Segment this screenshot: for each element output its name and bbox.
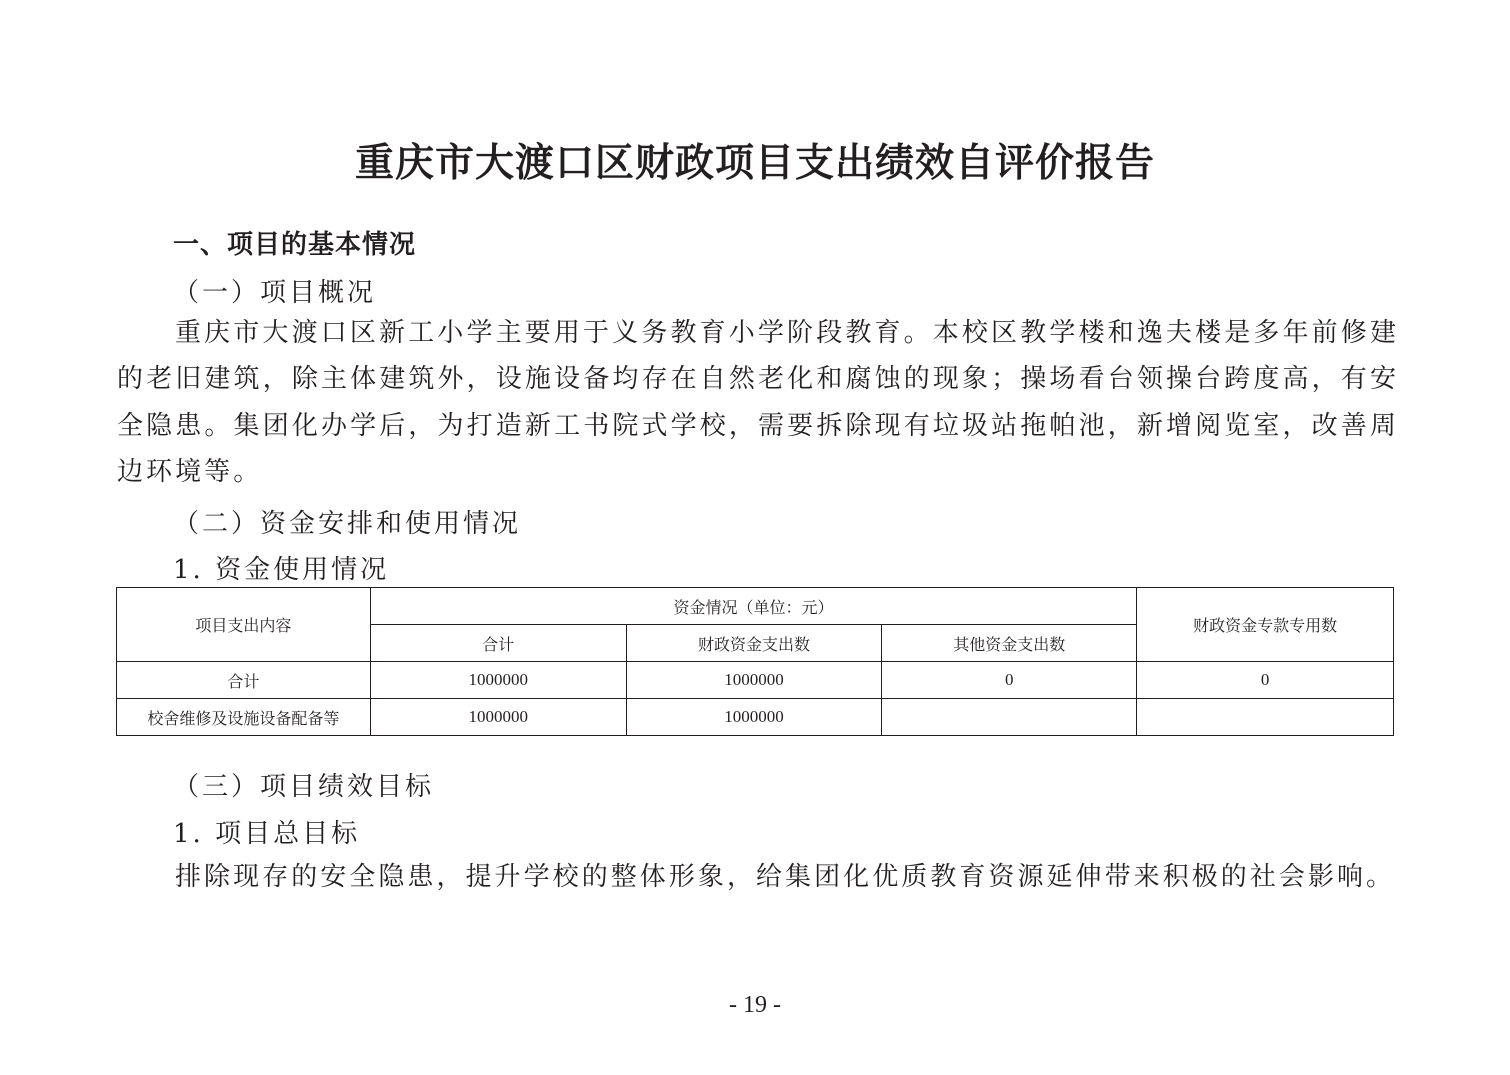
cell-total: 1000000 [370,699,626,736]
table-row [117,662,1394,699]
subheading-fund-usage: 1. 资金使用情况 [173,555,390,585]
cell-total: 1000000 [370,662,626,699]
document-title: 重庆市大渡口区财政项目支出绩效自评价报告 [354,140,1155,186]
goal-paragraph: 排除现存的安全隐患，提升学校的整体形象，给集团化优质教育资源延伸带来积极的社会影响。 [175,862,1396,892]
cell-other: 0 [882,662,1137,699]
cell-fiscal: 1000000 [626,699,882,736]
funds-table [116,587,1394,736]
header-funds: 资金情况（单位：元） [370,588,1136,625]
cell-item: 合计 [117,662,371,699]
header-item: 项目支出内容 [117,588,371,662]
overview-paragraph: 重庆市大渡口区新工小学主要用于义务教育小学阶段教育。本校区教学楼和逸夫楼是多年前修建的老旧建筑，除主体建筑外，设施设备均存在自然老化和腐蚀的现象；操场看台领操台跨度高，有安全隐患。集团化办学后，为打造新工书院式学校，需要拆除现有垃圾站拖帕池，新增阅览室，改善周边环境等。 [117,318,1399,487]
cell-item: 校舍维修及设施设备配备等 [117,699,371,736]
header-fiscal: 财政资金支出数 [626,625,882,662]
cell-other [882,699,1137,736]
page-number: - 19 - [729,992,781,1018]
subheading-goals: （三）项目绩效目标 [173,772,435,802]
table-row [117,699,1394,736]
subheading-overall-goal: 1. 项目总目标 [173,819,361,849]
header-other: 其他资金支出数 [882,625,1137,662]
header-total: 合计 [370,625,626,662]
section-heading-basic-info: 一、项目的基本情况 [173,230,417,260]
subheading-funds: （二）资金安排和使用情况 [173,509,522,539]
cell-special: 0 [1137,662,1394,699]
cell-fiscal: 1000000 [626,662,882,699]
cell-special [1137,699,1394,736]
header-special: 财政资金专款专用数 [1137,588,1394,662]
subheading-overview: （一）项目概况 [173,278,377,308]
